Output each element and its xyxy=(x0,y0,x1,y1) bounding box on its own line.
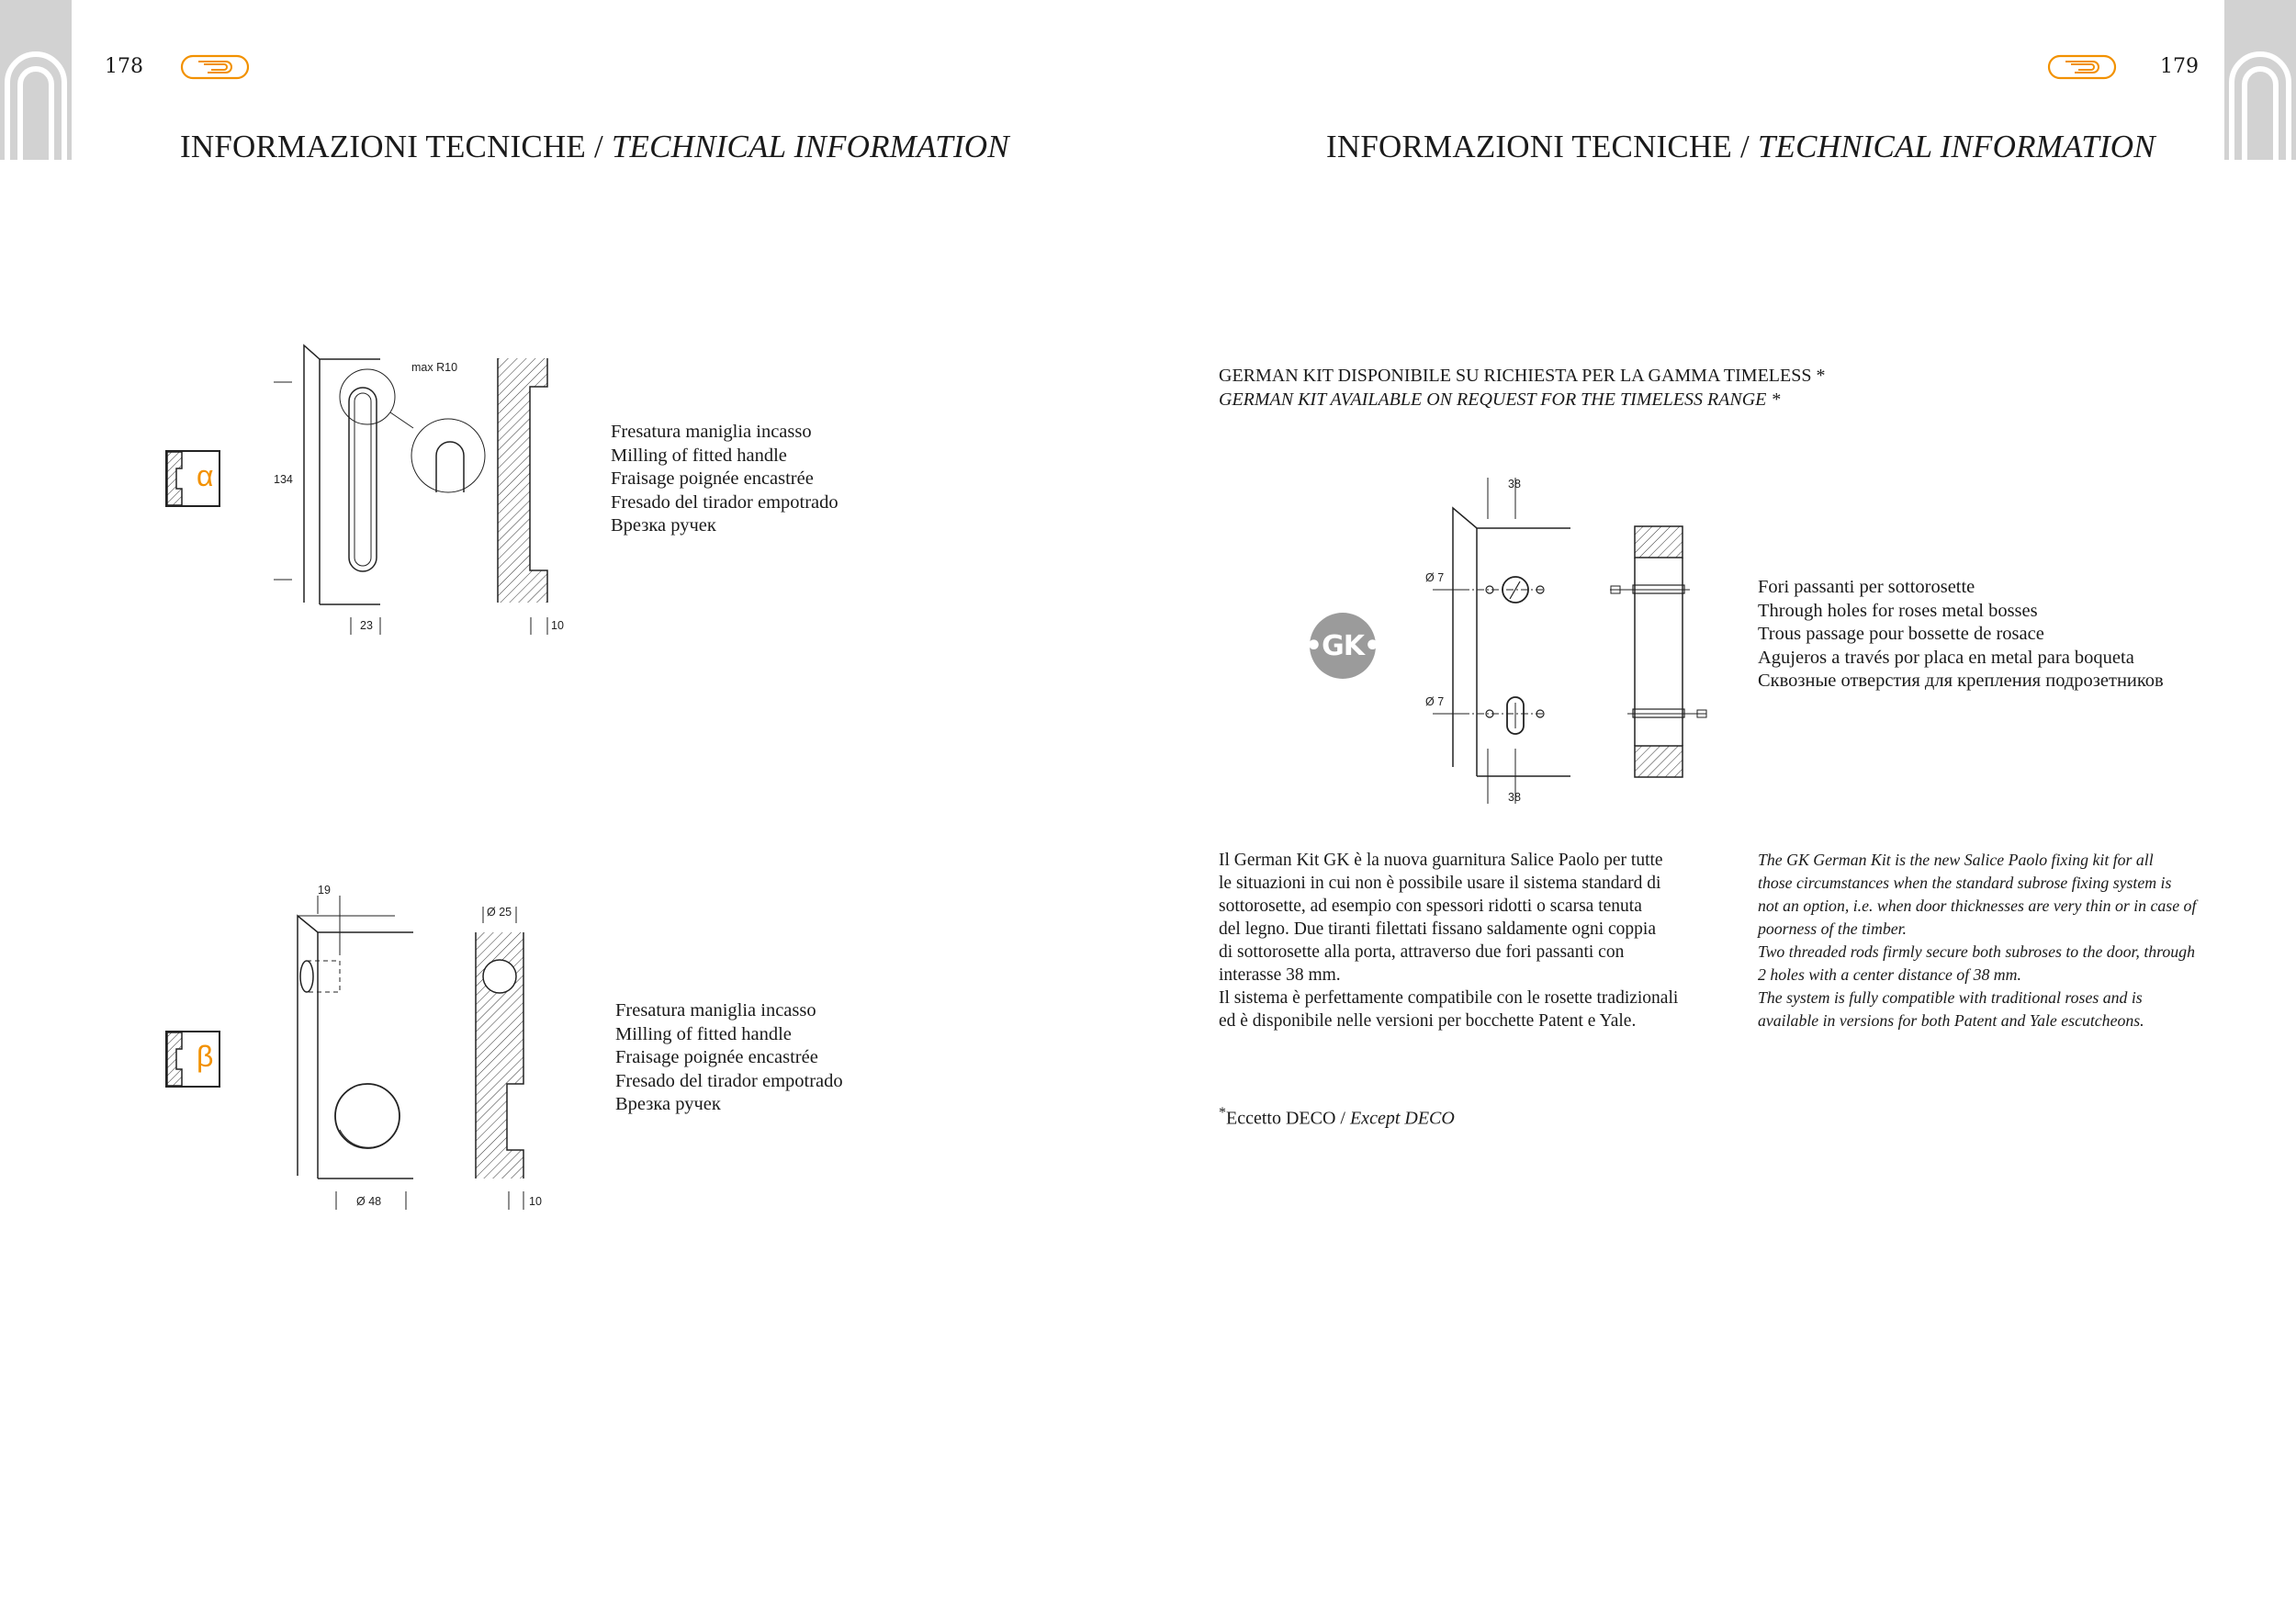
svg-text:max R10: max R10 xyxy=(411,361,458,374)
alpha-technical-drawing xyxy=(266,336,579,648)
svg-text:19: 19 xyxy=(318,884,331,897)
arch-icon xyxy=(2224,0,2296,160)
svg-text:134: 134 xyxy=(274,473,293,486)
svg-text:Ø 25: Ø 25 xyxy=(487,906,512,919)
right-tab xyxy=(2224,0,2296,160)
beta-technical-drawing xyxy=(276,877,579,1217)
alpha-symbol-badge xyxy=(165,450,220,507)
page-title-left: INFORMAZIONI TECNICHE / TECHNICAL INFORMATION xyxy=(180,129,1009,164)
gk-badge-icon: •GK• xyxy=(1310,613,1376,679)
svg-text:23: 23 xyxy=(360,619,373,632)
german-kit-heading: GERMAN KIT DISPONIBILE SU RICHIESTA PER LA GAMMA TIMELESS * GERMAN KIT AVAILABLE ON REQUEST FOR THE TIMELESS RANGE * xyxy=(1219,366,1826,410)
beta-letter: β xyxy=(197,1040,214,1073)
page-number-right: 179 xyxy=(2160,55,2199,78)
alpha-letter: α xyxy=(197,459,214,492)
page-number-left: 178 xyxy=(105,55,143,78)
beta-description: Fresatura maniglia incasso Milling of fitted handle Fraisage poignée encastrée Fresado del tirador empotrado Врезка ручек xyxy=(615,1000,843,1114)
brand-logo-icon xyxy=(2047,53,2117,81)
svg-text:38: 38 xyxy=(1508,478,1521,491)
holes-description: Fori passanti per sottorosette Through holes for roses metal bosses Trous passage pour bossette de rosace Agujeros a través por placa en metal para boqueta Сквозные отверстия для крепления подрозетников xyxy=(1758,577,2164,691)
svg-text:10: 10 xyxy=(529,1195,542,1208)
brand-logo-icon xyxy=(180,53,250,81)
svg-text:Ø 7: Ø 7 xyxy=(1425,695,1445,708)
alpha-description: Fresatura maniglia incasso Milling of fitted handle Fraisage poignée encastrée Fresado del tirador empotrado Врезка ручек xyxy=(611,422,838,536)
svg-text:Ø 48: Ø 48 xyxy=(356,1195,382,1208)
svg-text:10: 10 xyxy=(551,619,564,632)
beta-symbol-badge xyxy=(165,1031,220,1088)
german-kit-description-it: Il German Kit GK è la nuova guarnitura Salice Paolo per tutte le situazioni in cui non è possibile usare il sistema standard di sottorosette, ad esempio con spessori ridotti o scarsa tenuta del legno. Due tiranti filettati fissano saldamente ogni coppia di sottorosette alla porta, attraverso due fori passanti con interasse 38 mm. Il sistema è perfettamente compatibile con le rosette tradizionali ed è disponibile nelle versioni per bocchette Patent e Yale. xyxy=(1219,851,1679,1031)
german-kit-technical-drawing xyxy=(1414,473,1727,813)
svg-text:Ø 7: Ø 7 xyxy=(1425,571,1445,584)
german-kit-description-en: The GK German Kit is the new Salice Paolo fixing kit for all those circumstances when the standard subrose fixing system is not an option, i.e. when door thicknesses are very thin or in case of poorness of the timber. Two threaded rods firmly secure both subroses to the door, through 2 holes with a center distance of 38 mm. The system is fully compatible with traditional roses and is available in versions for both Patent and Yale escutcheons. xyxy=(1758,851,2197,1030)
svg-text:38: 38 xyxy=(1508,791,1521,804)
page-title-right: INFORMAZIONI TECNICHE / TECHNICAL INFORMATION xyxy=(1326,129,2155,164)
left-tab xyxy=(0,0,72,160)
footnote: *Eccetto DECO / Except DECO xyxy=(1219,1105,1455,1129)
arch-icon xyxy=(0,0,72,160)
